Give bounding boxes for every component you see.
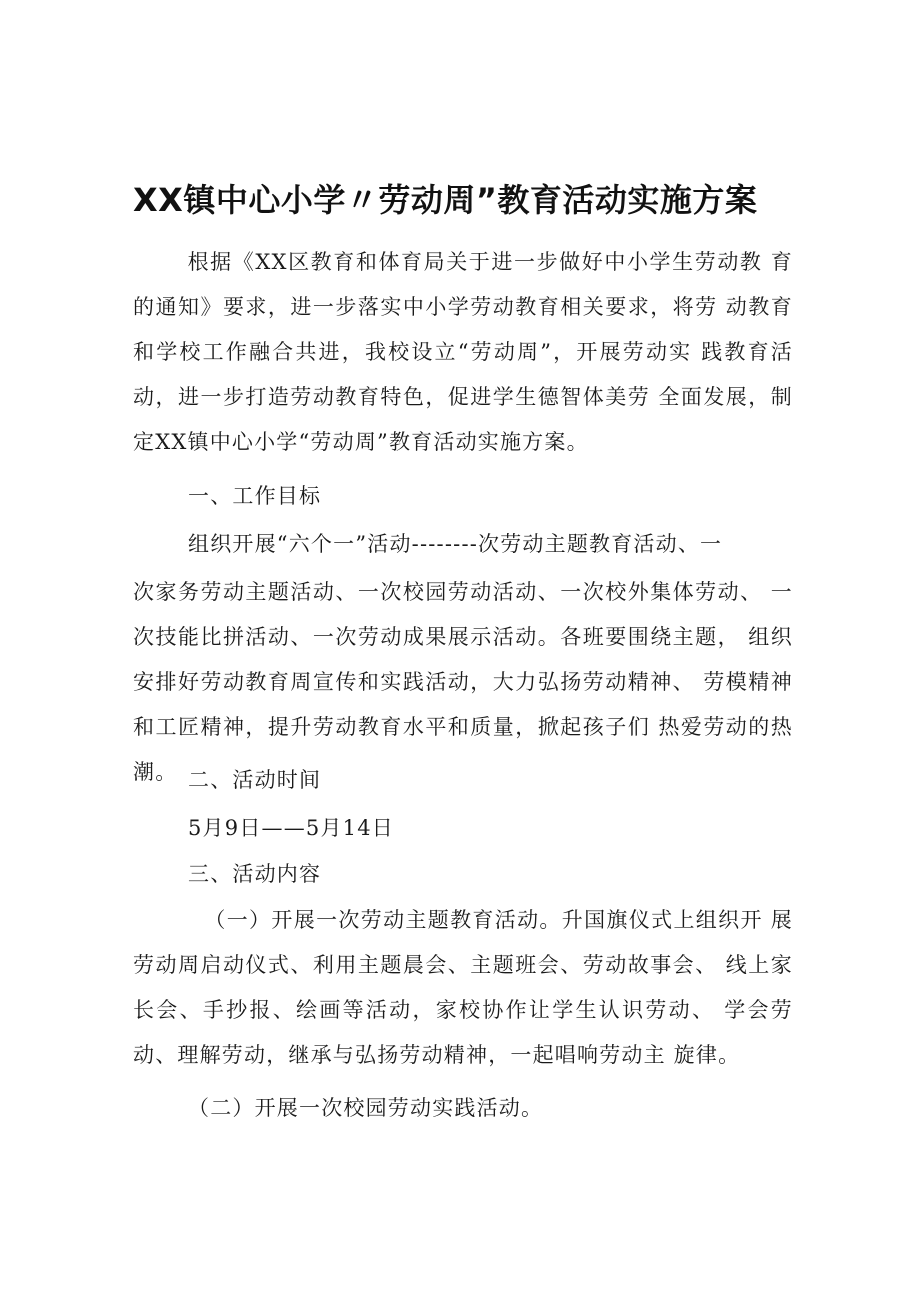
section-heading-content: 三、活动内容 [188, 862, 322, 886]
intro-paragraph: 根据《XX区教育和体育局关于进一步做好中小学生劳动教 育的通知》要求，进一步落实中小学劳动教育相关要求，将劳 动教育和学校工作融合共进，我校设立“劳动周”，开展劳动实 践教育活动，进一步打造劳动教育特色，促进学生德智体美劳 全面发展，制定XX镇中心小学“劳动周”教育活动实施方案。 [133, 250, 793, 454]
goals-first-line: 组织开展“六个一”活动--------次劳动主题教育活动、一 [188, 532, 723, 556]
content-item-2: （二）开展一次校园劳动实践活动。 [188, 1096, 544, 1120]
activity-date: 5月9日——5月14日 [188, 816, 395, 840]
document-title: XX镇中心小学〃劳动周”教育活动实施方案 [133, 181, 758, 219]
section-heading-goals: 一、工作目标 [188, 484, 322, 508]
section-heading-time: 二、活动时间 [188, 768, 322, 792]
content-item-1: （一）开展一次劳动主题教育活动。升国旗仪式上组织开 展劳动周启动仪式、利用主题晨会、主题班会、劳动故事会、 线上家长会、手抄报、绘画等活动，家校协作让学生认识劳动、 学会劳动、理解劳动，继承与弘扬劳动精神，一起唱响劳动主 旋律。 [133, 908, 793, 1067]
goals-paragraph: 次家务劳动主题活动、一次校园劳动活动、一次校外集体劳动、 一次技能比拼活动、一次劳动成果展示活动。各班要围绕主题， 组织安排好劳动教育周宣传和实践活动，大力弘扬劳动精神、 劳模精神和工匠精神，提升劳动教育水平和质量，掀起孩子们 热爱劳动的热潮。 [133, 580, 793, 784]
